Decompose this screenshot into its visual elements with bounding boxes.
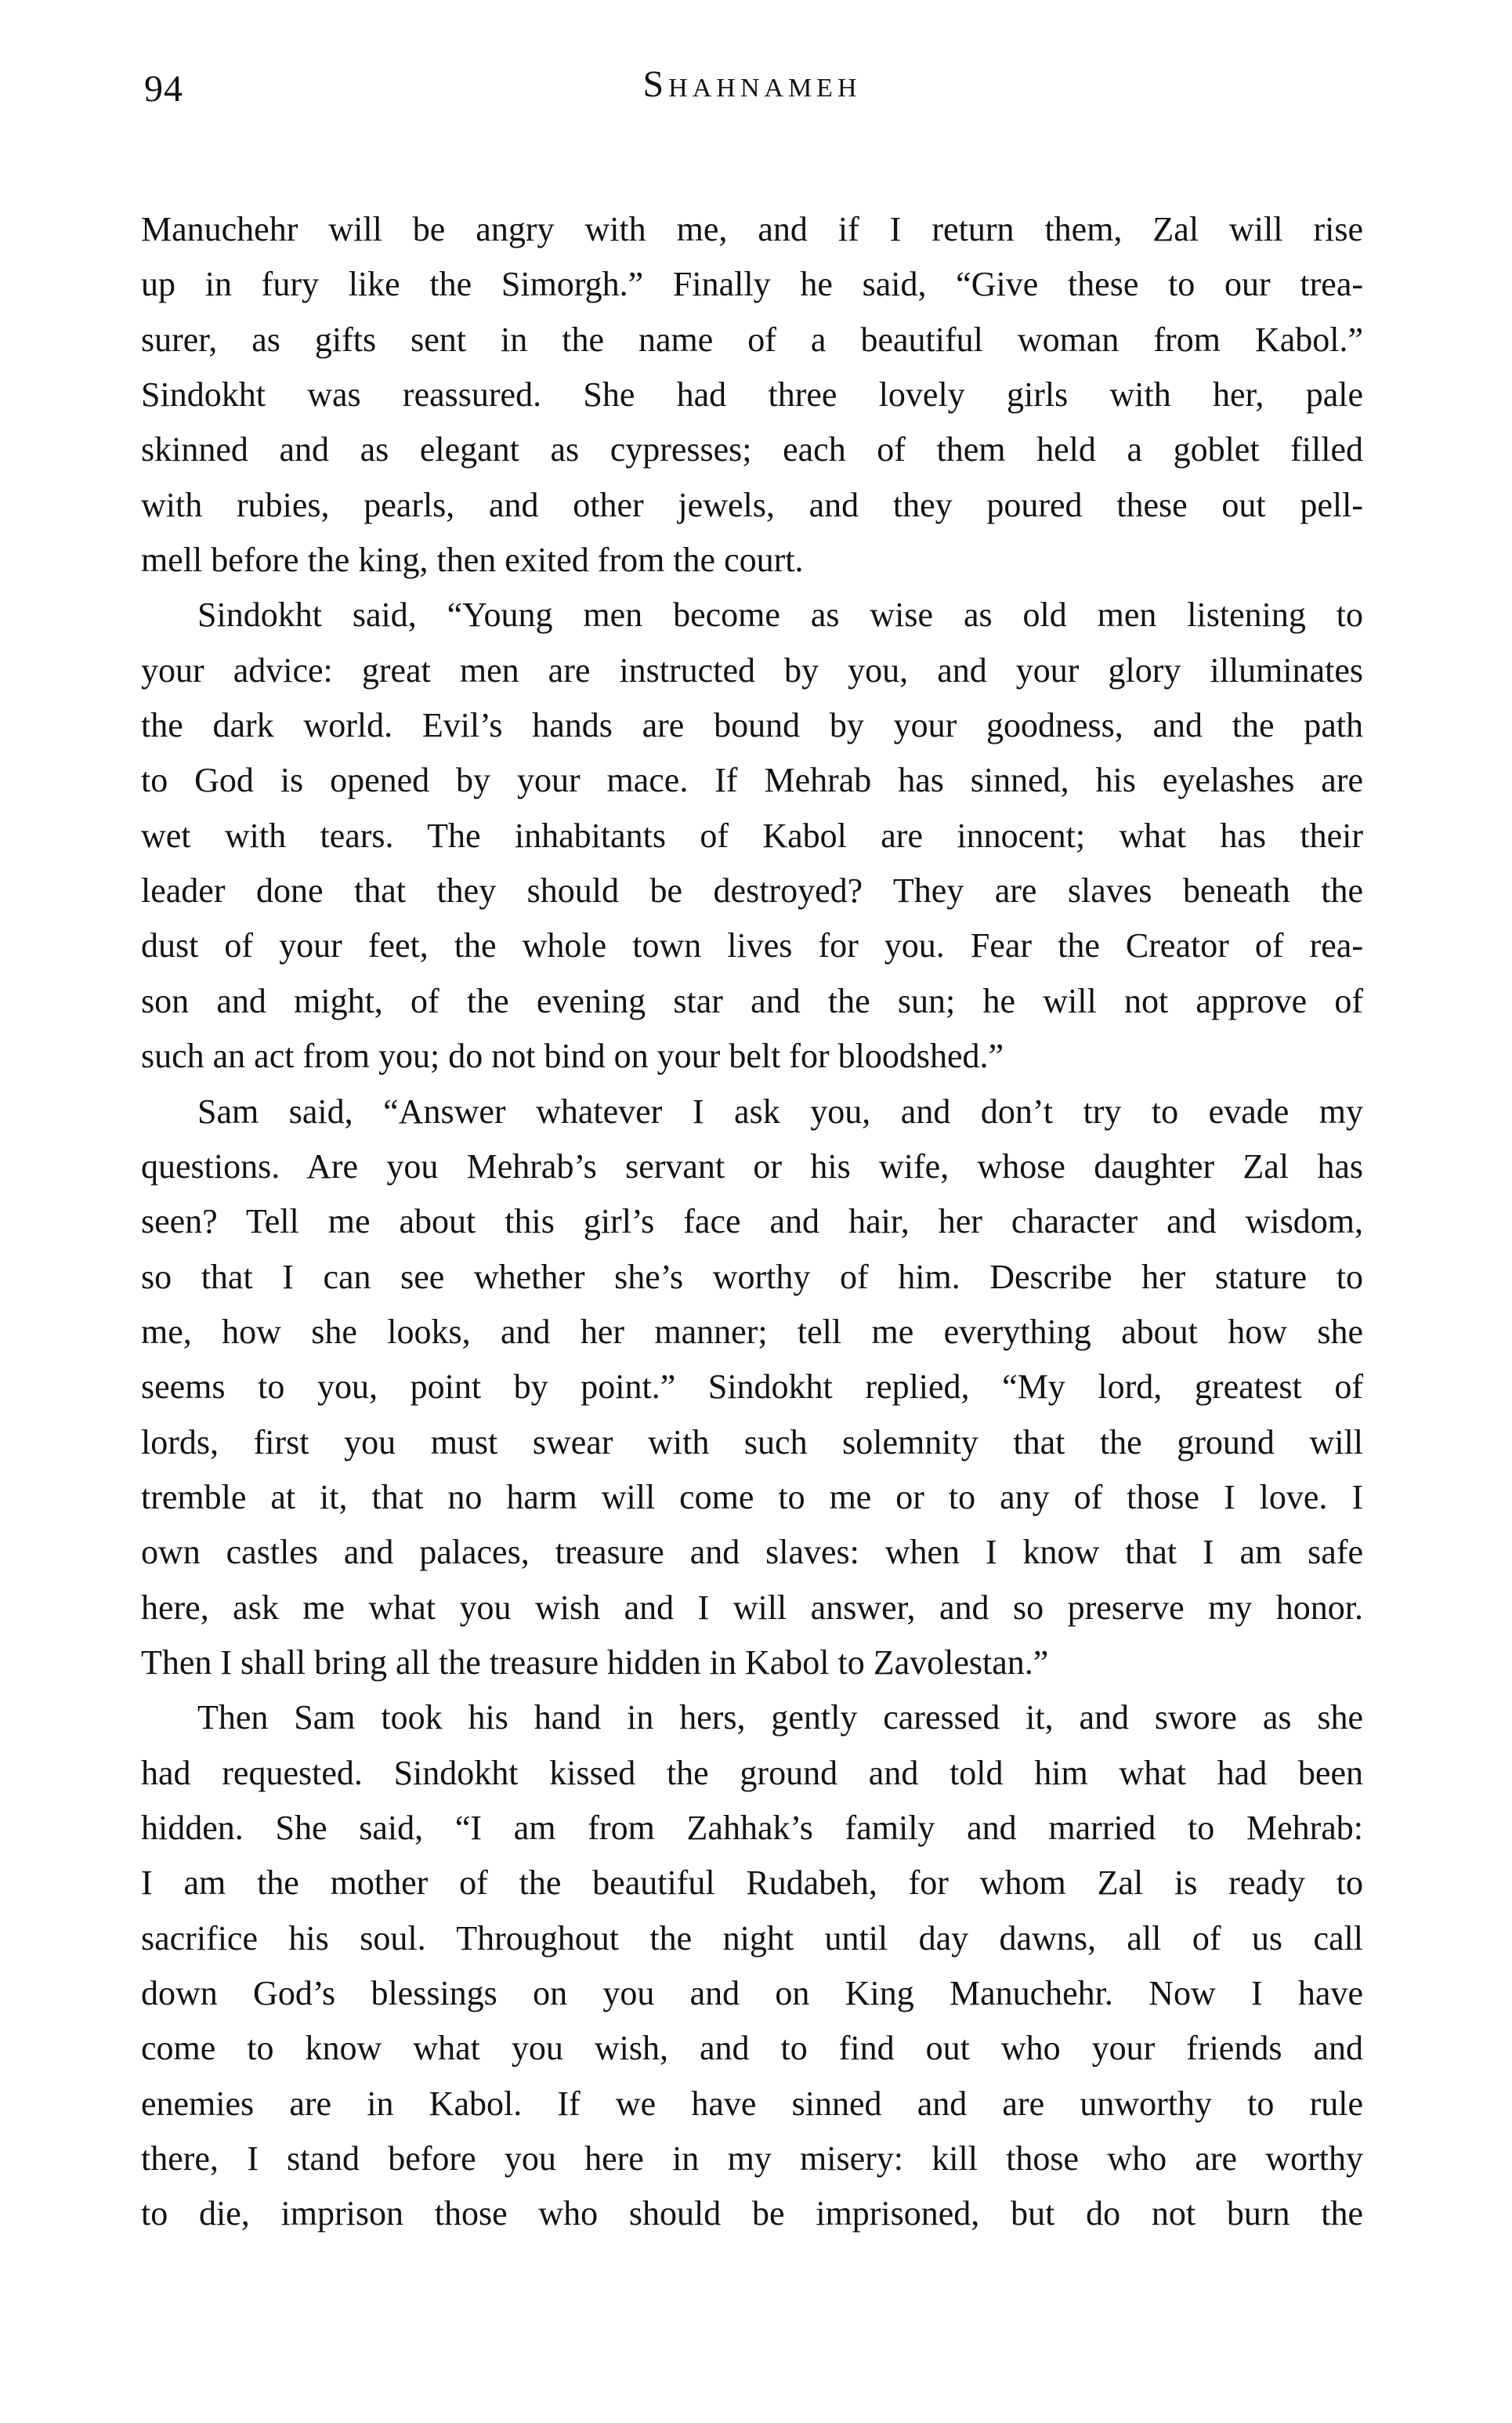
text-line: lords, first you must swear with such solemnity that the ground will [141,1422,1363,1461]
text-line: enemies are in Kabol. If we have sinned and are unworthy to rule [141,2084,1363,2123]
text-line: Sindokht said, “Young men become as wise as old men listening to [197,596,1363,635]
text-line: there, I stand before you here in my misery: kill those who are worthy [141,2139,1363,2179]
text-line: to die, imprison those who should be imprisoned, but do not burn the [141,2194,1363,2233]
page-header [141,63,1363,121]
text-line: son and might, of the evening star and the sun; he will not approve of [141,981,1363,1020]
text-line: up in fury like the Simorgh.” Finally he said, “Give these to our trea- [141,265,1363,304]
text-line: seen? Tell me about this girl’s face and hair, her character and wisdom, [141,1202,1363,1241]
text-line: had requested. Sindokht kissed the ground and told him what had been [141,1753,1363,1792]
text-line: Then Sam took his hand in hers, gently caressed it, and swore as she [197,1698,1363,1737]
text-line: I am the mother of the beautiful Rudabeh, for whom Zal is ready to [141,1863,1363,1903]
text-line: such an act from you; do not bind on your belt for bloodshed.” [141,1037,1004,1076]
running-title: Shahnameh [642,63,862,105]
text-line: dust of your feet, the whole town lives for you. Fear the Creator of rea- [141,926,1363,965]
text-line: down God’s blessings on you and on King Manuchehr. Now I have [141,1974,1363,2012]
text-line: here, ask me what you wish and I will answer, and so preserve my honor. [141,1588,1363,1627]
text-line: so that I can see whether she’s worthy of him. Describe her stature to [141,1257,1363,1296]
text-line: hidden. She said, “I am from Zahhak’s family and married to Mehrab: [141,1808,1363,1847]
text-line: with rubies, pearls, and other jewels, and they poured these out pell- [141,485,1363,524]
text-line: Sindokht was reassured. She had three lovely girls with her, pale [141,375,1363,415]
text-line: sacrifice his soul. Throughout the night until day dawns, all of us call [141,1918,1363,1958]
text-line: tremble at it, that no harm will come to me or to any of those I love. I [141,1477,1363,1516]
text-line: mell before the king, then exited from the court. [141,541,804,580]
text-line: wet with tears. The inhabitants of Kabol are innocent; what has their [141,816,1363,855]
text-line: seems to you, point by point.” Sindokht replied, “My lord, greatest of [141,1367,1363,1407]
text-line: leader done that they should be destroyed? They are slaves beneath the [141,871,1363,911]
text-line: the dark world. Evil’s hands are bound by your goodness, and the path [141,706,1363,745]
text-line: Then I shall bring all the treasure hidden in Kabol to Zavolestan.” [141,1642,1049,1682]
text-line: Manuchehr will be angry with me, and if I return them, Zal will rise [141,210,1363,248]
text-line: questions. Are you Mehrab’s servant or his wife, whose daughter Zal has [141,1146,1363,1186]
text-line: me, how she looks, and her manner; tell me everything about how she [141,1312,1363,1351]
page-number: 94 [144,68,183,110]
text-line: skinned and as elegant as cypresses; each of them held a goblet filled [141,430,1363,469]
text-line: your advice: great men are instructed by you, and your glory illuminates [141,650,1363,690]
text-line: surer, as gifts sent in the name of a beautiful woman from Kabol.” [141,320,1363,359]
text-line: come to know what you wish, and to find out who your friends and [141,2029,1363,2068]
text-line: own castles and palaces, treasure and slaves: when I know that I am safe [141,1533,1363,1572]
text-line: Sam said, “Answer whatever I ask you, and don’t try to evade my [197,1092,1363,1131]
text-block [141,202,1363,2242]
text-line: to God is opened by your mace. If Mehrab has sinned, his eyelashes are [141,761,1363,800]
